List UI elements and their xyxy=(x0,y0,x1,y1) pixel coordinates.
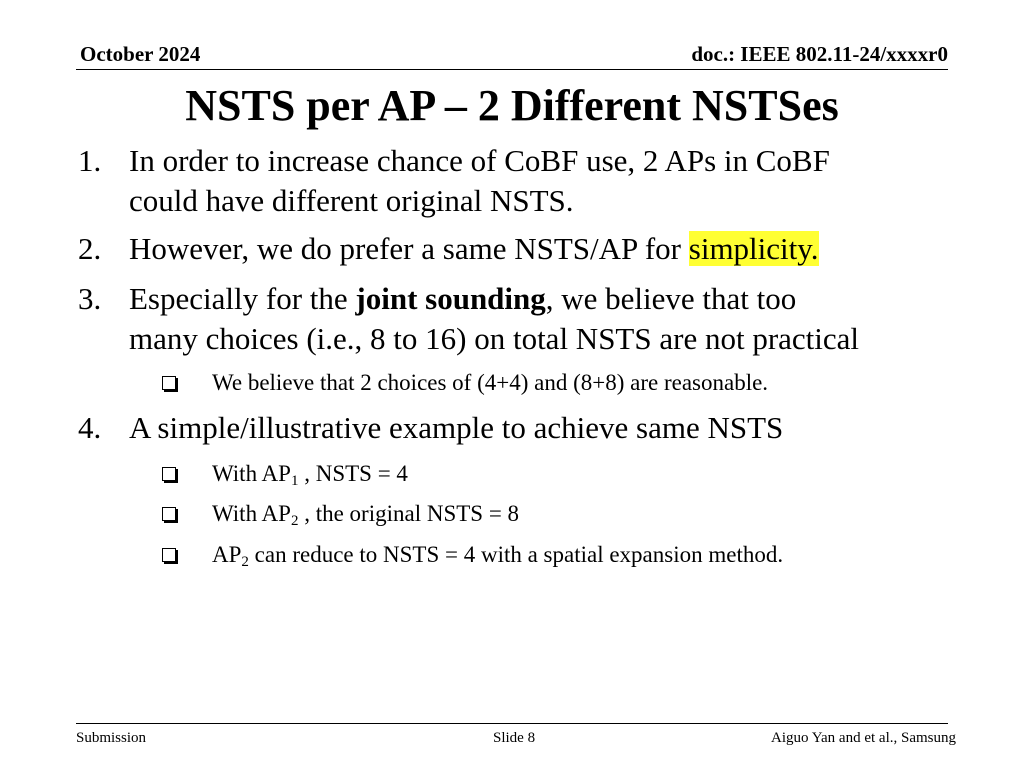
list-item-text xyxy=(129,279,979,359)
list-item-number: 2. xyxy=(78,231,102,266)
bold-phrase: joint sounding xyxy=(355,281,546,316)
footer-submission: Submission xyxy=(76,730,147,746)
checkbox-bullet-icon xyxy=(162,507,176,521)
checkbox-bullet-icon xyxy=(162,376,176,390)
header-doc-number: doc.: IEEE 802.11-24/xxxxr0 xyxy=(691,42,948,66)
header-date: October 2024 xyxy=(80,42,201,66)
list-item-text-segment: Especially for the xyxy=(129,281,356,316)
list-item-line: many choices (i.e., 8 to 16) on total NSTS are not practical xyxy=(129,321,860,356)
sub-bullet-text: With $AP_2$ , the original NSTS = 8 xyxy=(212,501,520,529)
slide-title: NSTS per AP – 2 Different NSTSes xyxy=(185,81,839,130)
list-item-line: could have different original NSTS. xyxy=(129,183,574,218)
list-item-number: 4. xyxy=(78,410,102,445)
sub-bullet-text: With $AP_1$ , NSTS = 4 xyxy=(212,461,408,489)
list-item-number: 1. xyxy=(78,143,102,178)
list-item-text xyxy=(129,141,979,221)
list-item-line: In order to increase chance of CoBF use, 2 APs in CoBF xyxy=(129,143,830,178)
list-item-number: 3. xyxy=(78,281,102,316)
footer-slide-number: Slide 8 xyxy=(493,730,536,746)
footer-divider xyxy=(76,723,948,724)
header-divider xyxy=(76,69,948,70)
list-item-text xyxy=(129,229,979,269)
footer-author: Aiguo Yan and et al., Samsung xyxy=(771,730,956,746)
sub-bullet-text: $AP_2$ can reduce to NSTS = 4 with a spatial expansion method. xyxy=(212,542,784,570)
list-item-line: A simple/illustrative example to achieve same NSTS xyxy=(129,410,784,445)
highlighted-word: simplicity. xyxy=(688,231,819,266)
list-item-line: However, we do prefer a same NSTS/AP for xyxy=(129,231,689,266)
list-item-text-segment: , we believe that too xyxy=(545,281,797,316)
list-item-text xyxy=(129,408,979,448)
checkbox-bullet-icon xyxy=(162,548,176,562)
sub-bullet-text: We believe that 2 choices of (4+4) and (8+8) are reasonable. xyxy=(212,370,769,395)
checkbox-bullet-icon xyxy=(162,467,176,481)
